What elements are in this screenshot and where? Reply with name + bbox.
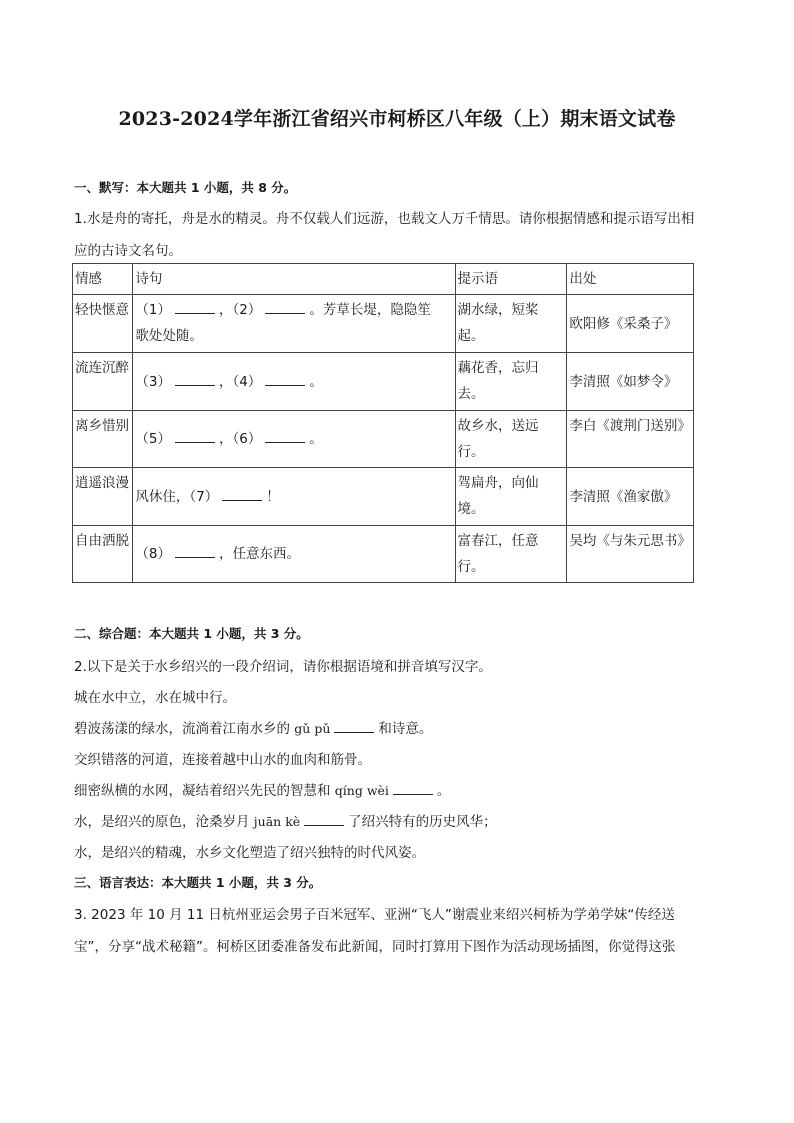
pinyin-hint: qíng wèi [334, 783, 389, 798]
source-cell: 吴均《与朱元思书》 [567, 526, 694, 583]
answer-blank-4[interactable] [265, 374, 305, 386]
passage-text: 了绍兴特有的历史风华； [348, 814, 497, 830]
poem-cell [133, 411, 455, 468]
table-row [73, 295, 694, 353]
source-cell: 李清照《如梦令》 [567, 353, 694, 411]
table-row [73, 353, 694, 411]
blank-label: 风休住，（7） [135, 488, 219, 505]
source-cell: 李白《渡荆门送别》 [567, 411, 694, 468]
poem-cell [133, 295, 455, 353]
header-emotion: 情感 [73, 264, 133, 295]
emotion-cell: 自由洒脱 [73, 526, 133, 583]
section1-heading: 一、默写：本大题共 1 小题，共 8 分。 [74, 180, 297, 195]
hint-cell: 富春江，任意行。 [455, 526, 567, 583]
table-row [73, 526, 694, 583]
answer-blank-8[interactable] [175, 546, 215, 558]
table-row [73, 468, 694, 526]
answer-blank-3[interactable] [175, 374, 215, 386]
section3-heading: 三、语言表达：本大题共 1 小题，共 3 分。 [74, 875, 322, 890]
header-hint: 提示语 [455, 264, 567, 295]
passage-text: 水，是绍兴的原色，沧桑岁月 [74, 814, 250, 830]
hint-cell: 湖水绿，短桨起。 [455, 295, 567, 353]
emotion-cell: 逍遥浪漫 [73, 468, 133, 526]
passage-line-1: 城在水中立，水在城中行。 [74, 690, 236, 706]
poem-text: 歌处处随。 [135, 328, 203, 344]
pinyin-hint: gǔ pǔ [294, 721, 331, 736]
passage-line-6: 水，是绍兴的精魂，水乡文化塑造了绍兴独特的时代风姿。 [74, 845, 425, 861]
page-title: 2023-2024学年浙江省绍兴市柯桥区八年级（上）期末语文试卷 [118, 108, 676, 130]
poem-cell [133, 353, 455, 411]
question3-line2: 宝”，分享“战术秘籍”。柯桥区团委准备发布此新闻，同时打算用下图作为活动现场插图，你觉得这张 [74, 939, 676, 955]
poem-text: ！ [266, 488, 280, 505]
table-row [73, 411, 694, 468]
passage-text: 。 [436, 783, 451, 799]
table-header-row [73, 264, 694, 295]
answer-blank-2[interactable] [265, 302, 305, 314]
pinyin-answer-blank-1[interactable] [334, 721, 374, 733]
emotion-cell: 流连沉醉 [73, 353, 133, 411]
poem-text: 。 [309, 431, 323, 447]
header-source: 出处 [567, 264, 694, 295]
pinyin-answer-blank-3[interactable] [304, 814, 344, 826]
blank-label: （5） [135, 431, 171, 447]
answer-blank-6[interactable] [265, 431, 305, 443]
poem-cell [133, 468, 455, 526]
passage-line-3: 交织错落的河道，连接着越中山水的血肉和筋骨。 [74, 752, 371, 768]
passage-line-4 [74, 779, 450, 799]
emotion-cell: 离乡惜别 [73, 411, 133, 468]
answer-blank-1[interactable] [175, 302, 215, 314]
hint-cell: 故乡水，送远行。 [455, 411, 567, 468]
question3-line1: 3. 2023 年 10 月 11 日杭州亚运会男子百米冠军、亚洲“飞人”谢震业来绍兴柯桥为学弟学妹“传经送 [74, 907, 675, 923]
section2-heading: 二、综合题：本大题共 1 小题，共 3 分。 [74, 626, 309, 641]
emotion-cell: 轻快惬意 [73, 295, 133, 353]
hint-cell: 驾扁舟，向仙境。 [455, 468, 567, 526]
source-cell: 欧阳修《采桑子》 [567, 295, 694, 353]
poem-table [72, 263, 694, 583]
poem-text: 。芳草长堤，隐隐笙 [309, 302, 431, 318]
poem-cell [133, 526, 455, 583]
pinyin-answer-blank-2[interactable] [393, 783, 433, 795]
passage-text: 和诗意。 [378, 721, 433, 737]
hint-cell: 藕花香，忘归去。 [455, 353, 567, 411]
source-cell: 李清照《渔家傲》 [567, 468, 694, 526]
question2-line: 2.以下是关于水乡绍兴的一段介绍词，请你根据语境和拼音填写汉字。 [74, 659, 492, 675]
blank-label: ，（2） [218, 302, 262, 318]
answer-blank-5[interactable] [175, 431, 215, 443]
blank-label: ，（4） [218, 373, 262, 390]
passage-text: 碧波荡漾的绿水，流淌着江南水乡的 [74, 721, 290, 737]
question1-line2: 应的古诗文名句。 [74, 243, 182, 259]
blank-label: （1） [135, 302, 171, 318]
passage-text: 细密纵横的水网，凝结着绍兴先民的智慧和 [74, 783, 331, 799]
answer-blank-7[interactable] [222, 489, 262, 501]
blank-label: （3） [135, 373, 171, 390]
blank-label: ，（6） [218, 431, 262, 447]
blank-label: （8） [135, 546, 171, 562]
header-poem: 诗句 [133, 264, 455, 295]
passage-line-2 [74, 717, 432, 737]
passage-line-5 [74, 810, 497, 830]
poem-text: 。 [309, 373, 323, 390]
poem-text: ，任意东西。 [218, 546, 300, 562]
pinyin-hint: juān kè [253, 814, 301, 829]
question1-line1: 1.水是舟的寄托，舟是水的精灵。舟不仅载人们远游，也载文人万千情思。请你根据情感和提示语写出相 [74, 211, 695, 227]
